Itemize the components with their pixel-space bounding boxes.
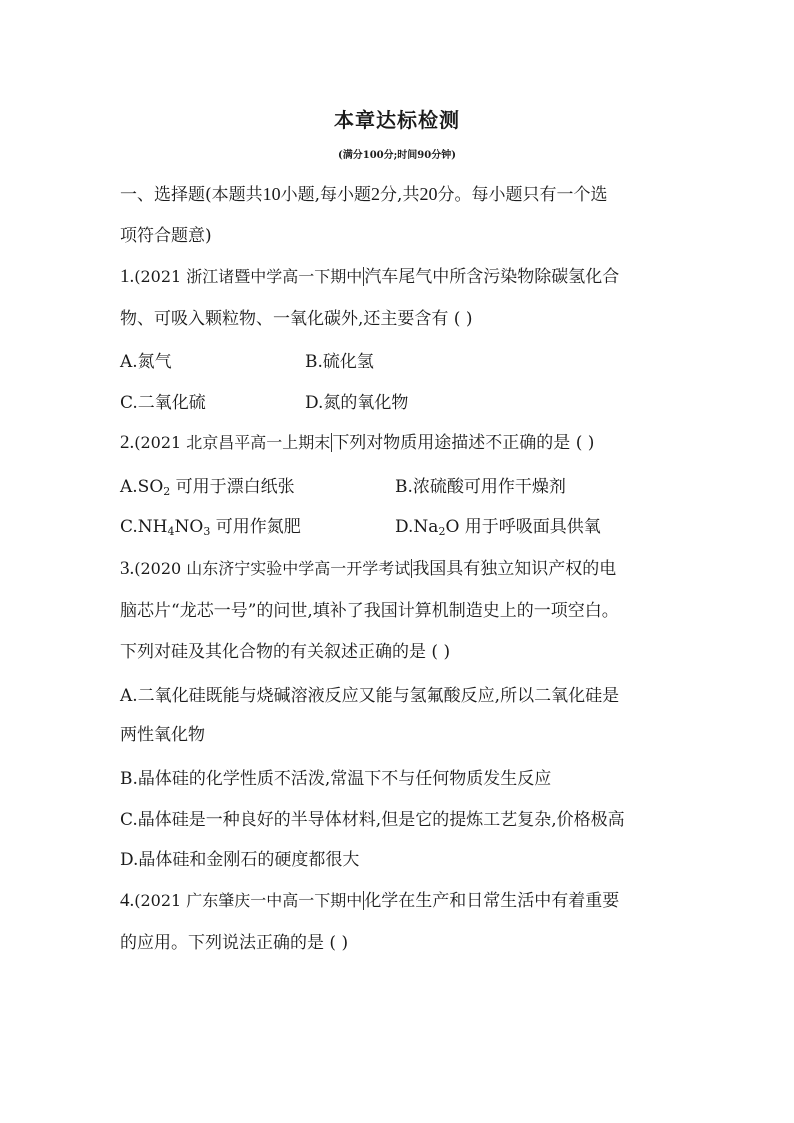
question-1-stem: 汽车尾气中所含污染物除碳氢化合: [364, 267, 620, 287]
question-2-option-c: [120, 512, 301, 538]
question-1-line1: [120, 262, 619, 288]
question-3-number: 3.: [120, 558, 135, 579]
question-1-option-d: D.氮的氧化物: [305, 393, 409, 413]
option-c-text: C.NH: [120, 517, 168, 537]
subscript: 4: [167, 525, 175, 538]
section-heading-prefix: 一、选择题(本题共: [120, 185, 263, 205]
question-4-line1: [120, 886, 619, 912]
question-4-source: (2021 广东肇庆一中高一下期中: [134, 891, 363, 910]
question-2-source: (2021 北京昌平高一上期末: [134, 433, 331, 452]
section-heading-mid: 小题,每小题: [280, 185, 372, 205]
section-heading-line1: [120, 180, 607, 205]
question-1-line2: 物、可吸入颗粒物、一氧化碳外,还主要含有 ( ): [120, 309, 473, 329]
question-4-stem: 化学在生产和日常生活中有着重要: [364, 891, 620, 911]
question-3-option-c: C.晶体硅是一种良好的半导体材料,但是它的提炼工艺复杂,价格极高: [120, 810, 625, 830]
page-title: 本章达标检测: [334, 108, 460, 132]
question-3-option-a-line1: A.二氧化硅既能与烧碱溶液反应又能与氢氟酸反应,所以二氧化硅是: [120, 686, 620, 706]
option-d-text-rest: O 用于呼吸面具供氧: [445, 517, 601, 537]
option-c-text-mid: NO: [174, 517, 204, 537]
question-1-number: 1.: [120, 266, 135, 287]
question-2-option-b: B.浓硫酸可用作干燥剂: [395, 477, 566, 497]
subscript: 3: [203, 525, 211, 538]
subscript: 2: [438, 525, 446, 538]
question-1-source: (2021 浙江诸暨中学高一下期中: [134, 267, 363, 286]
question-4-number: 4.: [120, 890, 135, 911]
option-a-text-rest: 可用于漂白纸张: [170, 477, 295, 497]
question-3-option-a-line2: 两性氧化物: [120, 725, 205, 745]
question-1-option-b: B.硫化氢: [305, 352, 374, 372]
question-4-line2: 的应用。下列说法正确的是 ( ): [120, 933, 349, 953]
page-subtitle: (满分100分;时间90分钟): [338, 150, 456, 161]
question-1-option-c: C.二氧化硫: [120, 393, 206, 413]
question-1-option-a: A.氮气: [120, 352, 172, 372]
points-each: 2: [371, 184, 381, 204]
option-d-text: D.Na: [395, 517, 439, 537]
section-heading-mid2: 分,共: [380, 185, 420, 205]
subscript: 2: [163, 485, 171, 498]
question-3-line3: 下列对硅及其化合物的有关叙述正确的是 ( ): [120, 642, 451, 662]
question-2-option-a: [120, 472, 295, 498]
points-total: 20: [419, 184, 438, 204]
question-3-stem: 我国具有独立知识产权的电: [412, 559, 617, 579]
question-3-option-d: D.晶体硅和金刚石的硬度都很大: [120, 850, 360, 870]
question-3-line1: [120, 554, 616, 580]
question-2-option-d: [395, 512, 601, 538]
question-3-source: (2020 山东济宁实验中学高一开学考试: [134, 559, 411, 578]
option-a-text: A.SO: [120, 477, 164, 497]
question-3-line2: 脑芯片“龙芯一号”的问世,填补了我国计算机制造史上的一项空白。: [120, 601, 619, 621]
section-heading-suffix: 分。每小题只有一个选: [437, 185, 608, 205]
question-count: 10: [262, 184, 281, 204]
question-2-line1: [120, 428, 594, 454]
question-2-stem: 下列对物质用途描述不正确的是 ( ): [332, 433, 595, 453]
question-2-number: 2.: [120, 432, 135, 453]
section-heading-line2: 项符合题意): [120, 226, 212, 246]
question-3-option-b: B.晶体硅的化学性质不活泼,常温下不与任何物质发生反应: [120, 769, 552, 789]
option-c-text-rest: 可用作氮肥: [210, 517, 301, 537]
